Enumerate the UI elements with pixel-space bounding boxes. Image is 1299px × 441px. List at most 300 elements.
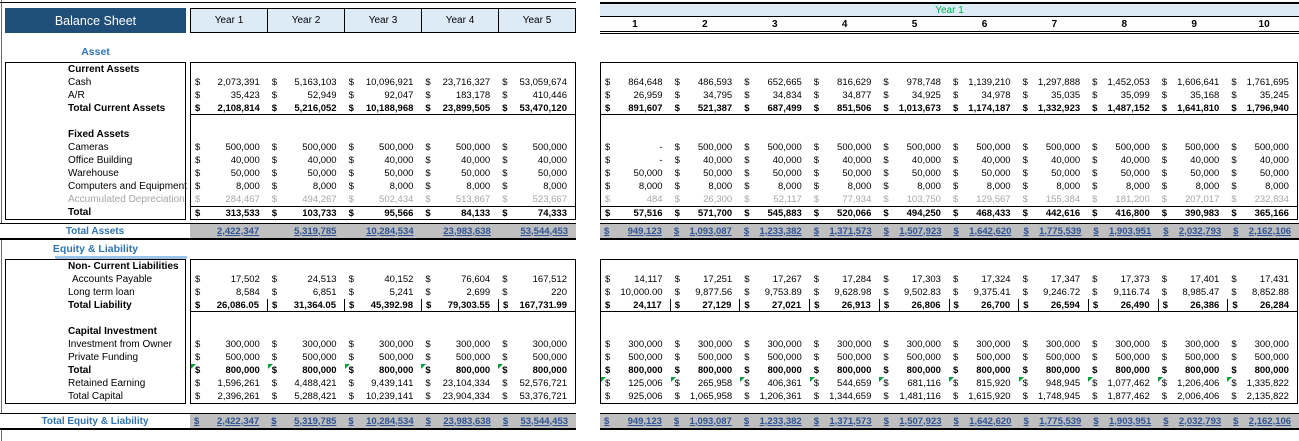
money-cell[interactable] [191,63,268,76]
money-cell[interactable] [268,89,345,102]
row-label[interactable]: Office Building [68,155,133,166]
grand-total-cell[interactable] [880,224,950,238]
year-header-cell[interactable]: Year 5 [498,8,576,33]
money-cell[interactable] [740,338,810,351]
money-cell[interactable] [498,89,575,102]
money-cell[interactable] [601,338,671,351]
money-cell[interactable] [879,351,949,364]
money-cell[interactable] [601,89,671,102]
row-label[interactable]: Cash [68,77,92,88]
money-cell[interactable] [421,377,498,390]
money-cell[interactable] [949,325,1019,338]
money-cell[interactable] [1019,312,1089,325]
money-cell[interactable] [1089,299,1159,312]
money-cell[interactable] [1088,312,1158,325]
money-cell[interactable] [740,299,810,312]
money-cell[interactable] [421,141,498,154]
money-cell[interactable] [810,390,880,403]
month-header-cell[interactable]: 7 [1051,18,1058,30]
money-cell[interactable] [740,115,810,128]
grand-total-cell[interactable] [267,414,344,428]
grand-total-cell[interactable] [344,224,421,238]
money-cell[interactable] [879,154,949,167]
money-cell[interactable] [949,128,1019,141]
month-header-cell[interactable]: 5 [911,18,918,30]
money-cell[interactable] [879,102,949,115]
money-cell[interactable] [671,299,741,312]
money-cell[interactable] [1088,260,1158,273]
money-cell[interactable] [879,63,949,76]
money-cell[interactable] [671,286,741,299]
money-cell[interactable] [810,115,880,128]
money-cell[interactable] [671,63,741,76]
money-cell[interactable] [421,154,498,167]
money-cell[interactable] [879,260,949,273]
money-cell[interactable] [740,180,810,193]
money-cell[interactable] [191,364,268,377]
money-cell[interactable] [422,299,499,312]
money-cell[interactable] [671,390,741,403]
money-cell[interactable] [671,128,741,141]
money-cell[interactable] [268,180,345,193]
money-cell[interactable] [949,89,1019,102]
money-cell[interactable] [740,312,810,325]
money-cell[interactable] [949,63,1019,76]
row-label[interactable]: Total [68,207,92,218]
money-cell[interactable] [810,377,880,390]
grand-total-cell[interactable] [950,414,1020,428]
grand-total-cell[interactable] [600,224,670,238]
money-cell[interactable] [1227,141,1297,154]
money-cell[interactable] [1227,102,1297,115]
money-cell[interactable] [879,89,949,102]
grand-total-cell[interactable] [190,224,267,238]
money-cell[interactable] [949,76,1019,89]
year-header-cell[interactable]: Year 4 [421,8,499,33]
money-cell[interactable] [191,128,268,141]
money-cell[interactable] [345,154,422,167]
money-cell[interactable] [671,312,741,325]
money-cell[interactable] [671,141,741,154]
money-cell[interactable] [601,273,671,286]
money-cell[interactable] [601,63,671,76]
money-cell[interactable] [810,325,880,338]
money-cell[interactable] [345,377,422,390]
money-cell[interactable] [601,312,671,325]
money-cell[interactable] [879,115,949,128]
money-cell[interactable] [810,128,880,141]
money-cell[interactable] [1088,128,1158,141]
money-cell[interactable] [740,63,810,76]
money-cell[interactable] [345,180,422,193]
money-cell[interactable] [1227,63,1297,76]
row-label[interactable]: Accumulated Depreciation [68,194,185,205]
money-cell[interactable] [1088,76,1158,89]
money-cell[interactable] [345,390,422,403]
money-cell[interactable] [191,141,268,154]
money-cell[interactable] [1019,351,1089,364]
money-cell[interactable] [1227,377,1297,390]
money-cell[interactable] [1088,115,1158,128]
money-cell[interactable] [1019,286,1089,299]
money-cell[interactable] [740,167,810,180]
money-cell[interactable] [949,141,1019,154]
money-cell[interactable] [421,115,498,128]
money-cell[interactable] [268,154,345,167]
money-cell[interactable] [1158,154,1228,167]
money-cell[interactable] [191,76,268,89]
money-cell[interactable] [1227,206,1297,219]
money-cell[interactable] [879,273,949,286]
money-cell[interactable] [810,351,880,364]
money-cell[interactable] [740,128,810,141]
money-cell[interactable] [740,102,810,115]
money-cell[interactable] [1227,286,1297,299]
row-label[interactable]: Total Capital [68,391,124,402]
money-cell[interactable] [601,206,671,219]
money-cell[interactable] [740,141,810,154]
money-cell[interactable] [601,115,671,128]
money-cell[interactable] [345,115,422,128]
money-cell[interactable] [498,273,575,286]
money-cell[interactable] [1227,128,1297,141]
money-cell[interactable] [810,154,880,167]
money-cell[interactable] [498,115,575,128]
row-label[interactable]: Fixed Assets [68,129,130,140]
money-cell[interactable] [345,128,422,141]
money-cell[interactable] [268,299,345,312]
money-cell[interactable] [268,141,345,154]
money-cell[interactable] [498,364,575,377]
money-cell[interactable] [810,299,880,312]
money-cell[interactable] [601,193,671,206]
money-cell[interactable] [421,102,498,115]
money-cell[interactable] [879,377,949,390]
money-cell[interactable] [740,154,810,167]
money-cell[interactable] [268,76,345,89]
money-cell[interactable] [601,102,671,115]
money-cell[interactable] [879,180,949,193]
row-label[interactable]: Current Assets [68,64,140,75]
money-cell[interactable] [345,206,422,219]
money-cell[interactable] [1158,260,1228,273]
money-cell[interactable] [671,154,741,167]
money-cell[interactable] [191,206,268,219]
money-cell[interactable] [879,390,949,403]
money-cell[interactable] [949,180,1019,193]
money-cell[interactable] [1158,390,1228,403]
money-cell[interactable] [1088,154,1158,167]
money-cell[interactable] [949,390,1019,403]
money-cell[interactable] [1158,128,1228,141]
money-cell[interactable] [810,102,880,115]
money-cell[interactable] [810,141,880,154]
money-cell[interactable] [268,286,345,299]
money-cell[interactable] [421,76,498,89]
money-cell[interactable] [1227,390,1297,403]
money-cell[interactable] [1019,102,1089,115]
money-cell[interactable] [1019,338,1089,351]
money-cell[interactable] [1158,115,1228,128]
money-cell[interactable] [740,76,810,89]
money-cell[interactable] [1159,299,1229,312]
money-cell[interactable] [191,193,268,206]
money-cell[interactable] [1088,102,1158,115]
money-cell[interactable] [345,325,422,338]
money-cell[interactable] [949,102,1019,115]
grand-total-cell[interactable] [600,414,670,428]
money-cell[interactable] [421,63,498,76]
money-cell[interactable] [345,167,422,180]
money-cell[interactable] [879,141,949,154]
row-label[interactable]: A/R [68,90,85,101]
money-cell[interactable] [879,338,949,351]
money-cell[interactable] [345,141,422,154]
money-cell[interactable] [810,63,880,76]
grand-total-cell[interactable] [670,414,740,428]
money-cell[interactable] [740,206,810,219]
money-cell[interactable] [421,351,498,364]
money-cell[interactable] [498,102,575,115]
money-cell[interactable] [498,76,575,89]
money-cell[interactable] [421,338,498,351]
money-cell[interactable] [421,312,498,325]
money-cell[interactable] [498,260,575,273]
money-cell[interactable] [268,193,345,206]
money-cell[interactable] [601,180,671,193]
money-cell[interactable] [949,260,1019,273]
money-cell[interactable] [191,89,268,102]
grand-total-cell[interactable] [422,414,499,428]
money-cell[interactable] [949,167,1019,180]
money-cell[interactable] [268,377,345,390]
money-cell[interactable] [1088,325,1158,338]
money-cell[interactable] [345,299,422,312]
money-cell[interactable] [498,193,575,206]
money-cell[interactable] [1158,89,1228,102]
money-cell[interactable] [879,128,949,141]
money-cell[interactable] [810,364,880,377]
money-cell[interactable] [1088,273,1158,286]
money-cell[interactable] [1158,286,1228,299]
money-cell[interactable] [268,167,345,180]
money-cell[interactable] [1227,180,1297,193]
money-cell[interactable] [671,76,741,89]
row-label[interactable]: Total Liability [68,300,132,311]
money-cell[interactable] [740,364,810,377]
money-cell[interactable] [1019,193,1089,206]
month-header-cell[interactable]: 6 [981,18,988,30]
money-cell[interactable] [1019,167,1089,180]
money-cell[interactable] [498,167,575,180]
row-label[interactable]: Computers and Equipment [68,181,187,192]
money-cell[interactable] [949,377,1019,390]
grand-total-cell[interactable] [1229,414,1299,428]
money-cell[interactable] [601,299,671,312]
year-header-cell[interactable]: Year 1 [190,8,268,33]
row-label[interactable]: Investment from Owner [68,339,172,350]
money-cell[interactable] [345,260,422,273]
money-cell[interactable] [949,351,1019,364]
money-cell[interactable] [949,273,1019,286]
money-cell[interactable] [740,89,810,102]
money-cell[interactable] [498,206,575,219]
money-cell[interactable] [191,312,268,325]
money-cell[interactable] [421,180,498,193]
row-label[interactable] [6,312,185,325]
money-cell[interactable] [191,115,268,128]
money-cell[interactable] [498,325,575,338]
money-cell[interactable] [671,89,741,102]
row-label[interactable]: Warehouse [68,168,119,179]
money-cell[interactable] [1228,299,1297,312]
money-cell[interactable] [421,325,498,338]
money-cell[interactable] [1158,312,1228,325]
money-cell[interactable] [879,76,949,89]
money-cell[interactable] [191,180,268,193]
money-cell[interactable] [498,338,575,351]
money-cell[interactable] [191,154,268,167]
money-cell[interactable] [1158,193,1228,206]
money-cell[interactable] [810,76,880,89]
money-cell[interactable] [1227,115,1297,128]
money-cell[interactable] [601,141,671,154]
money-cell[interactable] [1019,154,1089,167]
money-cell[interactable] [601,128,671,141]
row-label[interactable]: Non- Current Liabilities [68,261,179,272]
money-cell[interactable] [268,206,345,219]
money-cell[interactable] [421,89,498,102]
money-cell[interactable] [950,299,1020,312]
money-cell[interactable] [1088,364,1158,377]
money-cell[interactable] [740,260,810,273]
money-cell[interactable] [671,102,741,115]
money-cell[interactable] [1019,299,1089,312]
grand-total-cell[interactable] [1159,224,1229,238]
money-cell[interactable] [421,193,498,206]
money-cell[interactable] [268,273,345,286]
money-cell[interactable] [268,351,345,364]
money-cell[interactable] [191,167,268,180]
money-cell[interactable] [498,351,575,364]
money-cell[interactable] [268,115,345,128]
money-cell[interactable] [1088,141,1158,154]
money-cell[interactable] [1158,364,1228,377]
grand-total-cell[interactable] [422,224,499,238]
money-cell[interactable] [1227,338,1297,351]
money-cell[interactable] [879,325,949,338]
money-cell[interactable] [421,390,498,403]
grand-total-cell[interactable] [344,414,421,428]
money-cell[interactable] [949,193,1019,206]
money-cell[interactable] [949,312,1019,325]
money-cell[interactable] [268,390,345,403]
money-cell[interactable] [421,260,498,273]
money-cell[interactable] [949,206,1019,219]
month-header-cell[interactable]: 8 [1121,18,1128,30]
money-cell[interactable] [810,206,880,219]
money-cell[interactable] [1227,312,1297,325]
money-cell[interactable] [1158,76,1228,89]
money-cell[interactable] [1088,206,1158,219]
money-cell[interactable] [1227,167,1297,180]
money-cell[interactable] [1158,273,1228,286]
money-cell[interactable] [740,273,810,286]
money-cell[interactable] [268,260,345,273]
money-cell[interactable] [345,273,422,286]
money-cell[interactable] [1227,325,1297,338]
money-cell[interactable] [810,260,880,273]
grand-total-cell[interactable] [950,224,1020,238]
money-cell[interactable] [345,364,422,377]
money-cell[interactable] [498,286,575,299]
money-cell[interactable] [740,286,810,299]
month-header-cell[interactable]: 3 [771,18,778,30]
money-cell[interactable] [345,102,422,115]
grand-total-cell[interactable] [499,224,576,238]
money-cell[interactable] [740,325,810,338]
money-cell[interactable] [671,325,741,338]
money-cell[interactable] [601,325,671,338]
money-cell[interactable] [1088,63,1158,76]
grand-total-cell[interactable] [740,414,810,428]
money-cell[interactable] [345,63,422,76]
money-cell[interactable] [601,364,671,377]
money-cell[interactable] [498,377,575,390]
year-header-cell[interactable]: Year 3 [344,8,422,33]
month-header-cell[interactable]: 9 [1191,18,1197,30]
money-cell[interactable] [345,351,422,364]
money-cell[interactable] [601,390,671,403]
row-label[interactable]: Retained Earning [68,378,146,389]
money-cell[interactable] [671,377,741,390]
money-cell[interactable] [1158,180,1228,193]
money-cell[interactable] [810,167,880,180]
money-cell[interactable] [345,76,422,89]
money-cell[interactable] [879,167,949,180]
money-cell[interactable] [191,102,268,115]
money-cell[interactable] [1158,338,1228,351]
money-cell[interactable] [1158,167,1228,180]
money-cell[interactable] [1158,141,1228,154]
money-cell[interactable] [345,312,422,325]
money-cell[interactable] [601,351,671,364]
grand-total-cell[interactable] [499,414,576,428]
grand-total-cell[interactable] [670,224,740,238]
month-header-cell[interactable]: 4 [841,18,848,30]
row-label[interactable]: Long term loan [68,287,135,298]
money-cell[interactable] [601,260,671,273]
money-cell[interactable] [671,364,741,377]
grand-total-cell[interactable] [1159,414,1229,428]
money-cell[interactable] [671,273,741,286]
money-cell[interactable] [1227,89,1297,102]
money-cell[interactable] [498,141,575,154]
money-cell[interactable] [949,115,1019,128]
money-cell[interactable] [810,286,880,299]
money-cell[interactable] [1088,167,1158,180]
money-cell[interactable] [601,76,671,89]
money-cell[interactable] [1227,364,1297,377]
money-cell[interactable] [421,286,498,299]
money-cell[interactable] [1088,193,1158,206]
money-cell[interactable] [498,128,575,141]
money-cell[interactable] [740,193,810,206]
money-cell[interactable] [421,206,498,219]
money-cell[interactable] [810,273,880,286]
money-cell[interactable] [671,115,741,128]
row-label[interactable]: Capital Investment [68,326,157,337]
